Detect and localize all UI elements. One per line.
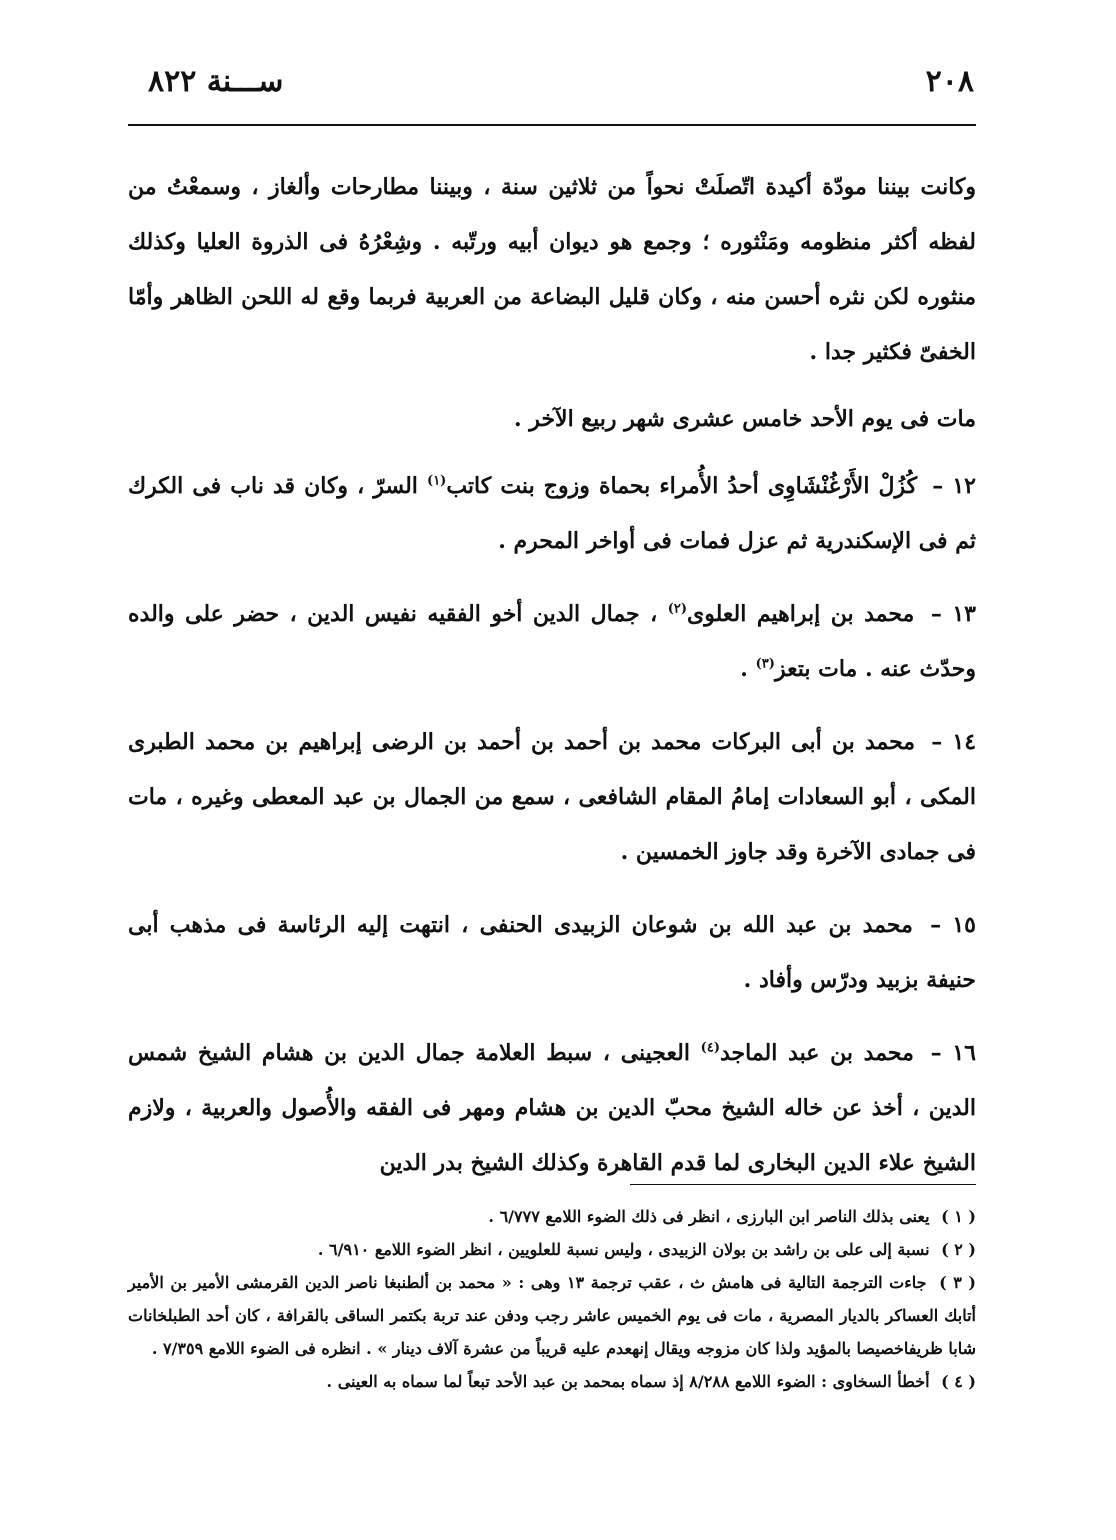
- footnote-4: [128, 1365, 976, 1398]
- footnote-mark: ( ٤ ): [941, 1372, 976, 1391]
- footnote-mark: ( ١ ): [941, 1207, 976, 1226]
- entry-text: ، جمال الدين أخو الفقيه نفيس الدين ، حضر على والده وحدّث عنه . مات بتعز: [128, 601, 976, 682]
- entry-number: ١٣ –: [930, 601, 976, 627]
- running-header: [128, 58, 974, 106]
- running-title-year: ســـنة ٨٢٢: [148, 64, 284, 99]
- entry-number: ١٢ –: [932, 473, 976, 499]
- footnote-mark: ( ٣ ): [939, 1273, 977, 1292]
- footnote-ref-3[interactable]: (٣): [755, 656, 775, 672]
- entry-text: محمد بن أبى البركات محمد بن أحمد بن أحمد بن الرضى إبراهيم بن محمد الطبرى المكى ، أبو السعادات إمامُ المقام الشافعى ، سمع من الجمال بن عبد المعطى وغيره ، مات فى جمادى الآخرة وقد جاوز الخمسين .: [128, 729, 976, 865]
- paragraph-death-date: مات فى يوم الأحد خامس عشرى شهر ربيع الآخر .: [513, 406, 976, 432]
- entry-number: ١٥ –: [930, 912, 976, 938]
- entry-12: [128, 459, 976, 569]
- entry-text: السرّ ، وكان قد ناب فى الكرك ثم فى الإسكندرية ثم عزل فمات فى أواخر المحرم .: [128, 473, 976, 554]
- entry-text: محمد بن إبراهيم العلوى: [687, 601, 915, 627]
- footnote-3: [128, 1266, 976, 1365]
- page-number: ٢٠٨: [925, 64, 974, 99]
- paragraph-continuation: وكانت بيننا مودّة أكيدة اتّصلَتْ نحواً من ثلاثين سنة ، وبيننا مطارحات وألغاز ، وسمعْتُ من لفظه أكثر منظومه ومَنْثوره ؛ وجمع هو ديوان أبيه ورتّبه . وشِعْرُهُ فى الذروة العليا وكذلك منثوره لكن نثره أحسن منه ، وكان قليل البضاعة من العربية فربما وقع له اللحن الظاهر وأمّا الخفىّ فكثير جدا .: [128, 174, 976, 365]
- entry-number: ١٤ –: [931, 729, 977, 755]
- footnote-text: أخطأ السخاوى : الضوء اللامع ٨/٢٨٨ إذ سماه بمحمد بن عبد الأحد تبعاً لما سماه به العينى .: [326, 1372, 930, 1391]
- footnote-ref-1[interactable]: (١): [427, 473, 447, 489]
- main-text: [128, 160, 976, 1191]
- entry-text: محمد بن عبد الماجد: [719, 1040, 914, 1066]
- footnote-2: [128, 1233, 976, 1266]
- entry-14: [128, 715, 976, 880]
- entry-number: ١٦ –: [930, 1040, 976, 1066]
- entry-13: [128, 587, 976, 697]
- entry-15: [128, 898, 976, 1008]
- footnote-ref-2[interactable]: (٢): [667, 601, 688, 617]
- entry-text: العجينى ، سبط العلامة جمال الدين بن هشام الشيخ شمس الدين ، أخذ عن خاله الشيخ محبّ الدين بن هشام ومهر فى الفقه والأُصول والعربية ، ولازم الشيخ علاء الدين البخارى لما قدم القاهرة وكذلك الشيخ بدر الدين: [128, 1040, 976, 1176]
- entry-16: [128, 1026, 976, 1191]
- footnote-text: جاءت الترجمة التالية فى هامش ث ، عقب ترجمة ١٣ وهى : « محمد بن ألطنبغا ناصر الدين القرمشى الأمير بن الأمير أتابك العساكر بالديار المصرية ، مات فى يوم الخميس عاشر رجب ودفن عند تربة بكتمر الساقى بالقرافة ، كان أحد الطبلخانات شابا ظريفاخصيصا بالمؤيد ولذا كان مزوجه ويقال إنهعدم عليه قريباً من عشرة آلاف دينار » . انظره فى الضوء اللامع ٧/٣٥٩ .: [128, 1273, 976, 1358]
- footnote-text: نسبة إلى على بن راشد بن بولان الزبيدى ، وليس نسبة للعلويين ، انظر الضوء اللامع ٦/٩١٠ .: [317, 1240, 930, 1259]
- footnote-text: يعنى بذلك الناصر ابن البارزى ، انظر فى ذلك الضوء اللامع ٦/٧٧٧ .: [488, 1207, 930, 1226]
- entry-text: محمد بن عبد الله بن شوعان الزبيدى الحنفى ، انتهت إليه الرئاسة فى مذهب أبى حنيفة بزبيد ودرّس وأفاد .: [128, 912, 976, 993]
- footnotes: [128, 1200, 976, 1398]
- footnote-1: [128, 1200, 976, 1233]
- footnote-mark: ( ٢ ): [941, 1240, 976, 1259]
- footnote-rule: [630, 1184, 976, 1185]
- entry-text: كُزُلْ الأَرْغُنْشَاوِى أحدُ الأُمراء بحماة وزوج بنت كاتب: [446, 473, 918, 499]
- entry-text: .: [740, 656, 748, 682]
- footnote-ref-4[interactable]: (٤): [700, 1040, 720, 1056]
- header-rule: [128, 124, 976, 126]
